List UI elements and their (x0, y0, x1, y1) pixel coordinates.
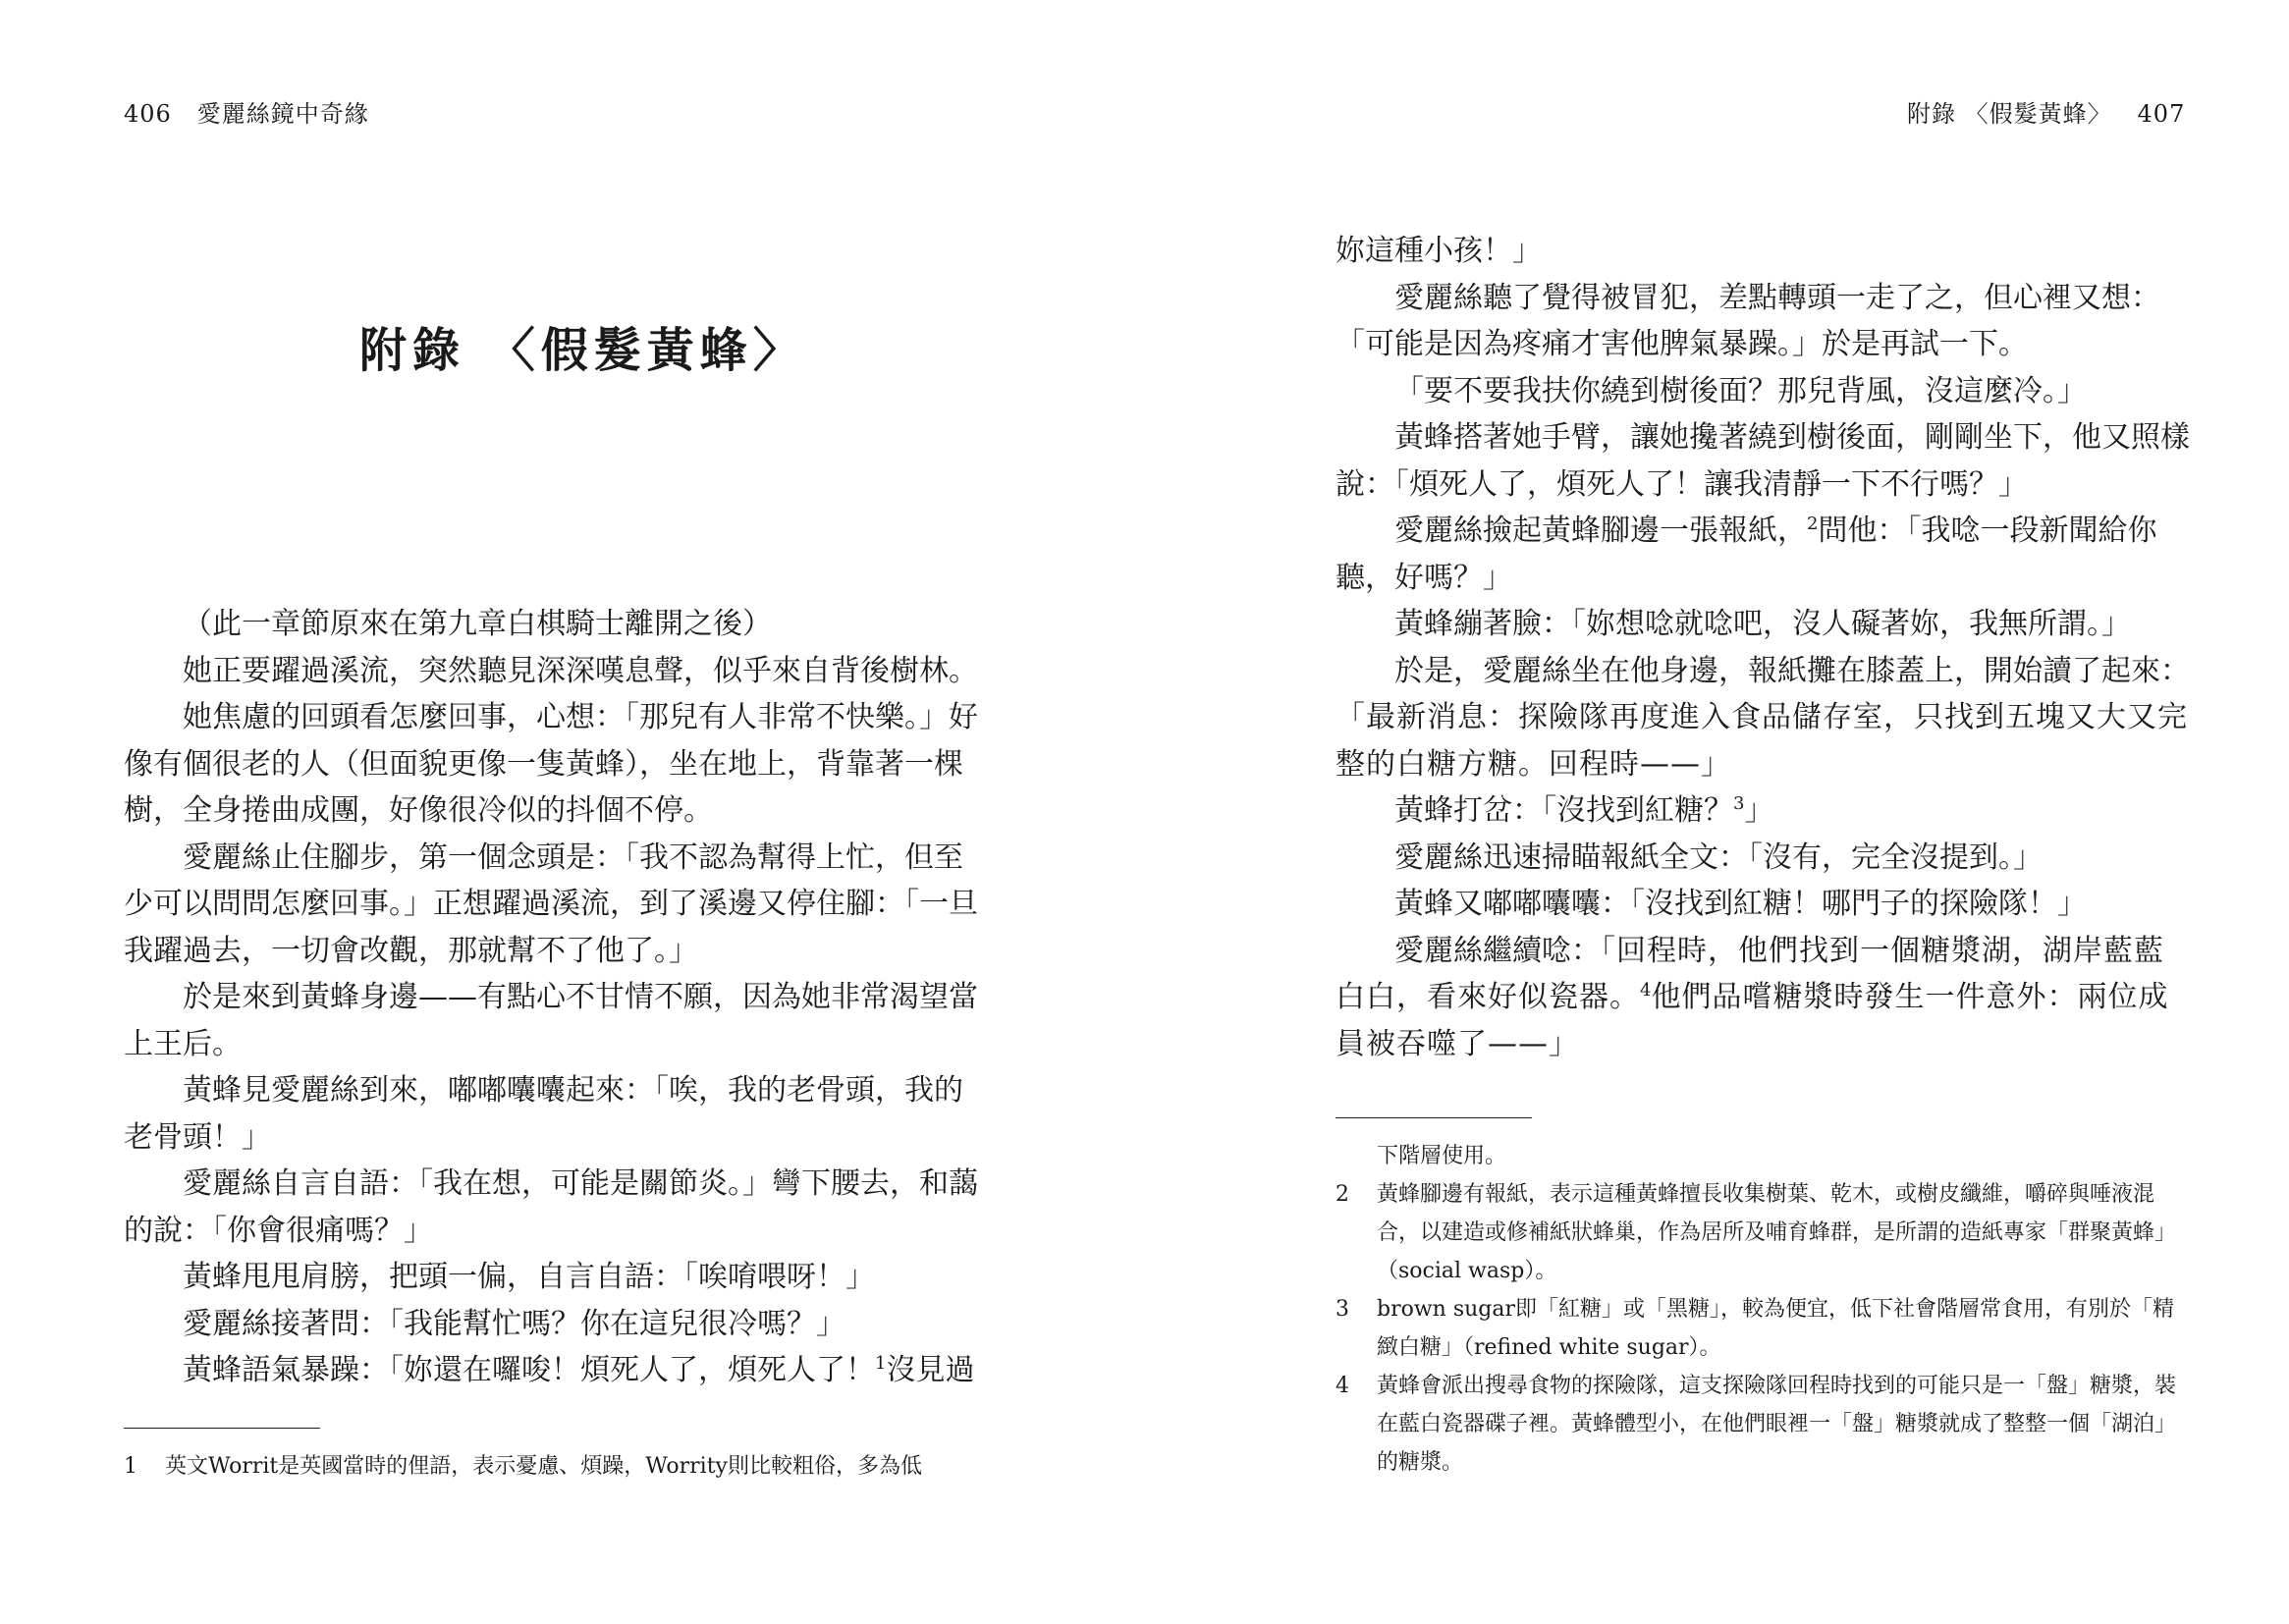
paragraph: 愛麗絲接著問：「我能幫忙嗎？你在這兒很冷嗎？」 (183, 1306, 845, 1341)
right-page (1145, 0, 2289, 1624)
footnote-text: 黃蜂腳邊有報紙，表示這種黃蜂擅長收集樹葉、乾木，或樹皮纖維，嚼碎與唾液混合，以建造或修補紙狀蜂巢，作為居所及哺育蜂群，是所謂的造紙專家「群聚黃蜂」（social wasp）。 (1377, 1182, 2177, 1283)
paragraph: 妳這種小孩！」 (1335, 234, 1542, 268)
footnote-number: 2 (1335, 1182, 1349, 1207)
footnote (1335, 1137, 2190, 1175)
footnote-text: brown sugar即「紅糖」或「黑糖」，較為便宜，低下社會階層常食用，有別於「精緻白糖」（refined white sugar）。 (1377, 1297, 2175, 1360)
paragraph: （此一章節原來在第九章白棋騎士離開之後） (183, 607, 772, 641)
footnote-number (1335, 1137, 1377, 1175)
paragraph: 她焦慮的回頭看怎麼回事，心想：「那兒有人非常不快樂。」好像有個很老的人（但面貌更像一隻黃蜂），坐在地上，背靠著一棵樹，全身捲曲成團，好像很冷似的抖個不停。 (124, 700, 978, 828)
left-footnotes (124, 1447, 978, 1486)
left-running-head (124, 94, 369, 129)
paragraph-text: 沒見過 (886, 1353, 975, 1387)
paragraph (1335, 787, 2190, 835)
right-running-head (1907, 94, 2185, 129)
paragraph: 於是，愛麗絲坐在他身邊，報紙攤在膝蓋上，開始讀了起來： (1394, 653, 2190, 688)
newspaper-excerpt: 「回程時，他們找到一個糖漿湖，湖岸藍藍白白，看來好似瓷器。 (1335, 933, 2164, 1014)
footnote-divider (124, 1428, 320, 1429)
footnote-text: 英文Worrit是英國當時的俚語，表示憂慮、煩躁，Worrity則比較粗俗，多為低 (165, 1454, 922, 1479)
paragraph (124, 1347, 978, 1394)
right-footnotes (1335, 1137, 2190, 1482)
paragraph: 黃蜂搭著她手臂，讓她攙著繞到樹後面，剛剛坐下，他又照樣說：「煩死人了，煩死人了！讓我清靜一下不行嗎？」 (1335, 420, 2190, 502)
paragraph: 她正要躍過溪流，突然聽見深深嘆息聲，似乎來自背後樹林。 (183, 653, 978, 688)
paragraph-text: 黃蜂語氣暴躁：「妳還在囉唆！煩死人了，煩死人了！ (183, 1353, 875, 1387)
left-page (0, 0, 1144, 1624)
book-title-head: 愛麗絲鏡中奇緣 (196, 100, 369, 128)
paragraph (1335, 508, 2190, 601)
footnote-marker: 3 (1733, 793, 1745, 814)
paragraph: 黃蜂繃著臉：「妳想唸就唸吧，沒人礙著妳，我無所謂。」 (1394, 607, 2131, 641)
paragraph (1335, 928, 2190, 1068)
footnote-marker: 4 (1640, 980, 1652, 1001)
footnote-divider (1335, 1117, 1532, 1118)
page-number-left: 406 (124, 100, 172, 128)
paragraph: 「要不要我扶你繞到樹後面？那兒背風，沒這麼冷。」 (1394, 373, 2087, 408)
newspaper-excerpt: 「最新消息：探險隊再度進入食品儲存室，只找到五塊又大又完整的白糖方糖。回程時——」 (1335, 700, 2188, 782)
paragraph: 愛麗絲止住腳步，第一個念頭是：「我不認為幫得上忙，但至少可以問問怎麼回事。」正想躍過溪流，到了溪邊又停住腳：「一旦我躍過去，一切會改觀，那就幫不了他了。」 (124, 839, 978, 968)
paragraph-text: 」 (1744, 793, 1774, 828)
footnote-marker: 1 (875, 1353, 887, 1374)
paragraph: 愛麗絲迅速掃瞄報紙全文：「沒有，完全沒提到。」 (1394, 839, 2043, 875)
newspaper-excerpt: 他們品嚐糖漿時發生一件意外：兩位成員被吞噬了——」 (1335, 980, 2169, 1061)
paragraph-text: 問他：「我唸一段新聞給你聽，好嗎？」 (1335, 514, 2157, 595)
footnote-number: 3 (1335, 1297, 1349, 1322)
paragraph: 黃蜂又嘟嘟囔囔：「沒找到紅糖！哪門子的探險隊！」 (1394, 887, 2087, 921)
footnote-text: 下階層使用。 (1377, 1144, 1507, 1168)
paragraph: 愛麗絲自言自語：「我在想，可能是關節炎。」彎下腰去，和藹的說：「你會很痛嗎？」 (124, 1166, 978, 1248)
chapter-title: 附錄 〈假髮黃蜂〉 (359, 323, 806, 378)
paragraph-text: 愛麗絲繼續唸： (1394, 933, 1601, 968)
footnote (1335, 1367, 2190, 1482)
chapter-title-head: 附錄 〈假髮黃蜂〉 (1907, 100, 2112, 128)
footnote (1335, 1175, 2190, 1290)
right-body-text (1335, 228, 2190, 1067)
footnote-text: 黃蜂會派出搜尋食物的探險隊，這支探險隊回程時找到的可能只是一「盤」糖漿，裝在藍白瓷器碟子裡。黃蜂體型小，在他們眼裡一「盤」糖漿就成了整整一個「湖泊」的糖漿。 (1377, 1374, 2177, 1475)
footnote (1335, 1290, 2190, 1367)
paragraph-text: 愛麗絲撿起黃蜂腳邊一張報紙， (1394, 514, 1807, 548)
footnote-marker: 2 (1807, 514, 1819, 534)
footnote-number: 4 (1335, 1374, 1349, 1398)
paragraph: 於是來到黃蜂身邊——有點心不甘情不願，因為她非常渴望當上王后。 (124, 980, 978, 1061)
footnote (124, 1447, 978, 1486)
paragraph: 黃蜂甩甩肩膀，把頭一偏，自言自語：「唉唷喂呀！」 (183, 1260, 875, 1294)
paragraph-text: 黃蜂打岔：「沒找到紅糖？ (1394, 793, 1733, 828)
footnote-number: 1 (124, 1454, 137, 1479)
paragraph: 愛麗絲聽了覺得被冒犯，差點轉頭一走了之，但心裡又想：「可能是因為疼痛才害他脾氣暴躁。」於是再試一下。 (1335, 280, 2160, 361)
left-body-text (124, 601, 978, 1394)
paragraph: 黃蜂見愛麗絲到來，嘟嘟囔囔起來：「唉，我的老骨頭，我的老骨頭！」 (124, 1073, 963, 1155)
page-number-right: 407 (2137, 100, 2186, 128)
